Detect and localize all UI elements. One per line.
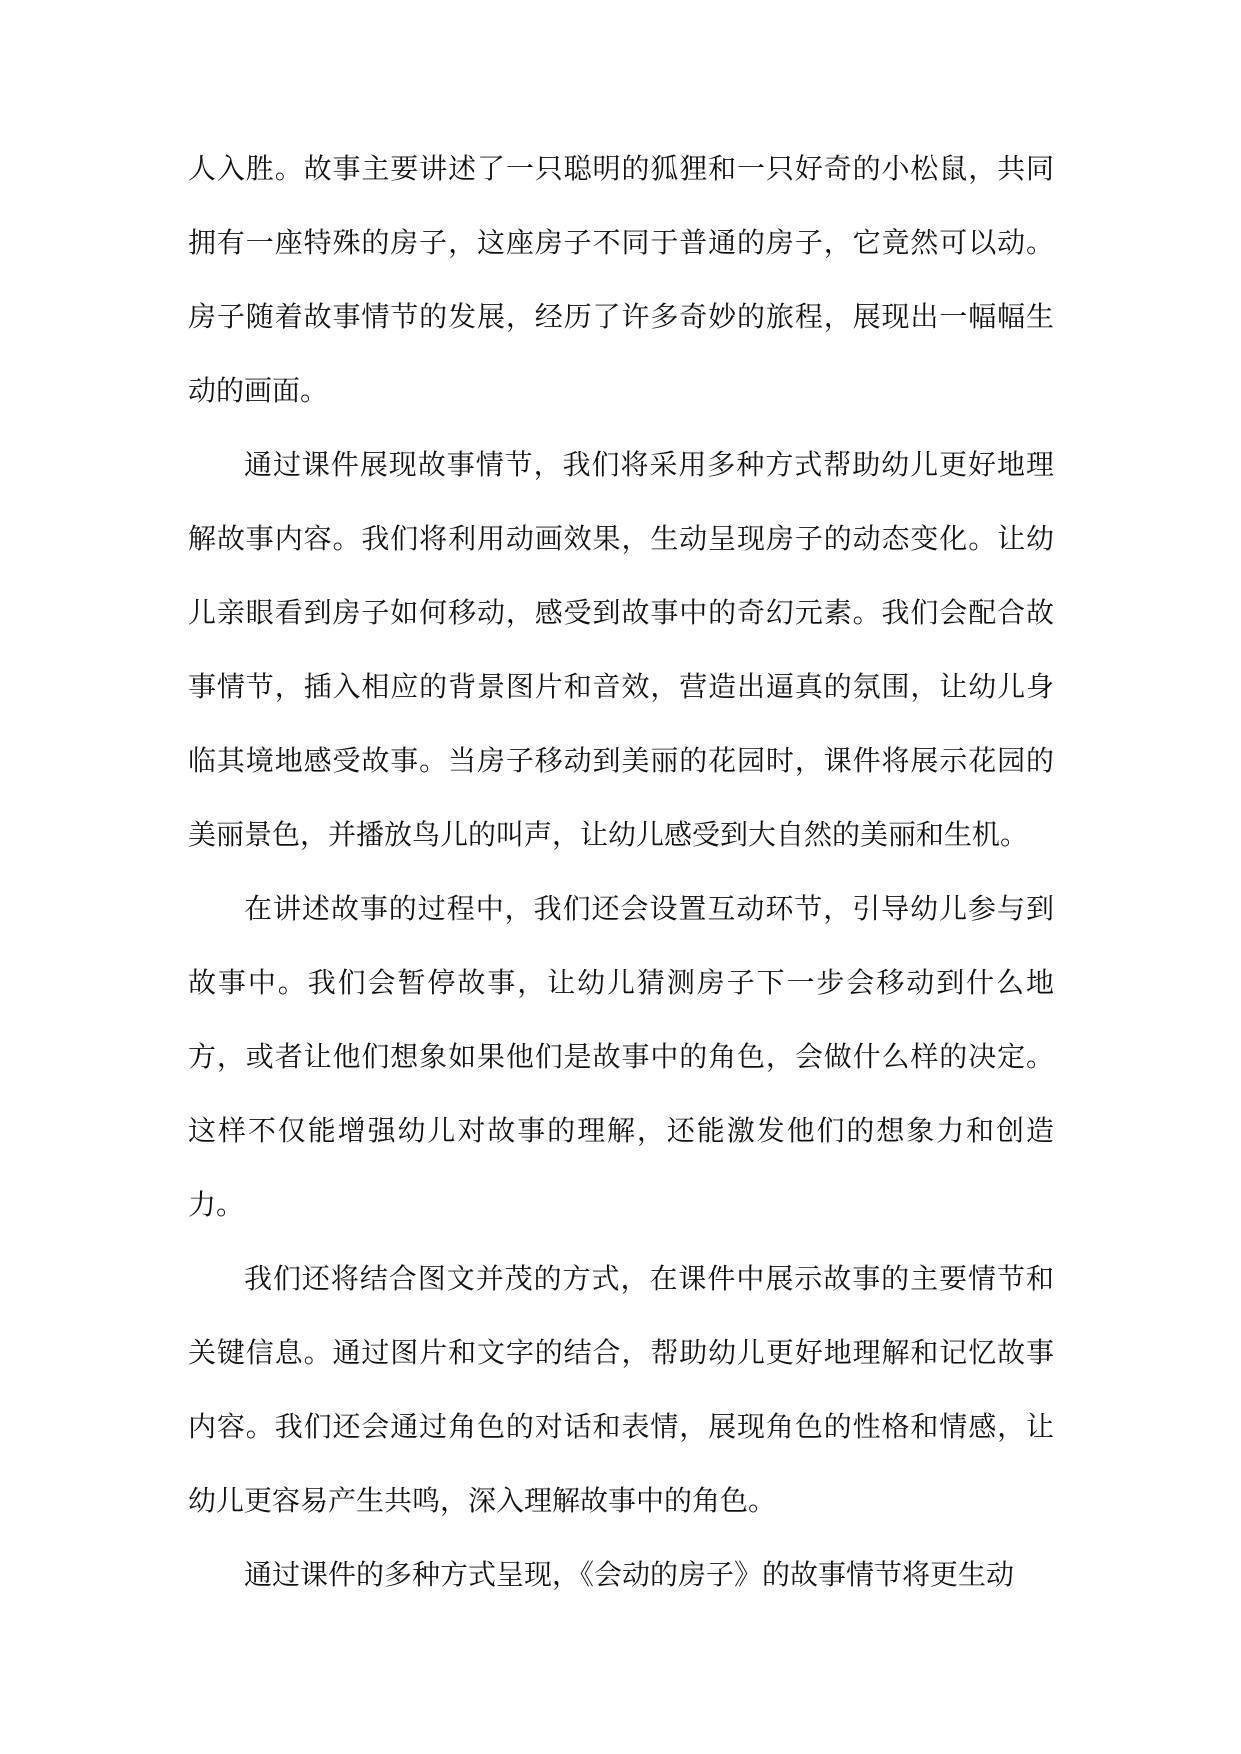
paragraph-story-summary: 人入胜。故事主要讲述了一只聪明的狐狸和一只好奇的小松鼠，共同拥有一座特殊的房子，这座房子不同于普通的房子，它竟然可以动。房子随着故事情节的发展，经历了许多奇妙的旅程，展现出一幅幅生动的画面。 bbox=[188, 152, 1054, 407]
paragraph-interactive-section: 在讲述故事的过程中，我们还会设置互动环节，引导幼儿参与到故事中。我们会暂停故事，让幼儿猜测房子下一步会移动到什么地方，或者让他们想象如果他们是故事中的角色，会做什么样的决定。这样不仅能增强幼儿对故事的理解，还能激发他们的想象力和创造力。 bbox=[188, 892, 1054, 1221]
document-page bbox=[188, 132, 1054, 1612]
paragraph-conclusion: 通过课件的多种方式呈现，《会动的房子》的故事情节将更生动 bbox=[244, 1558, 1015, 1591]
paragraph-courseware-presentation: 通过课件展现故事情节，我们将采用多种方式帮助幼儿更好地理解故事内容。我们将利用动画效果，生动呈现房子的动态变化。让幼儿亲眼看到房子如何移动，感受到故事中的奇幻元素。我们会配合故事情节，插入相应的背景图片和音效，营造出逼真的氛围，让幼儿身临其境地感受故事。当房子移动到美丽的花园时，课件将展示花园的美丽景色，并播放鸟儿的叫声，让幼儿感受到大自然的美丽和生机。 bbox=[188, 448, 1054, 851]
paragraph-pictures-and-text: 我们还将结合图文并茂的方式，在课件中展示故事的主要情节和关键信息。通过图片和文字的结合，帮助幼儿更好地理解和记忆故事内容。我们还会通过角色的对话和表情，展现角色的性格和情感，让幼儿更容易产生共鸣，深入理解故事中的角色。 bbox=[188, 1262, 1054, 1517]
